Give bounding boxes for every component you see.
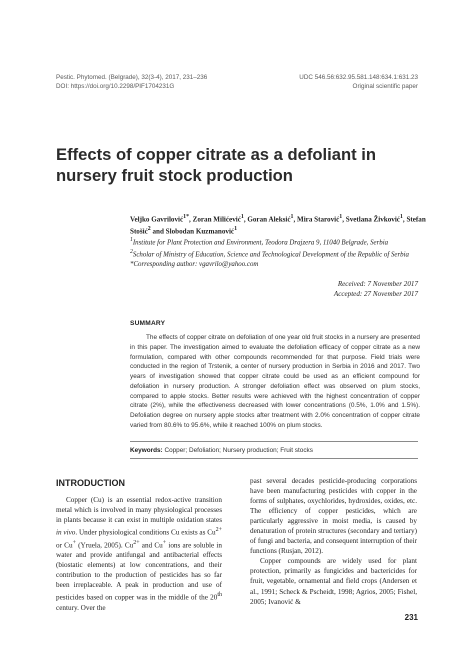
author-sup: 2 [147,226,151,233]
superscript: + [162,539,167,546]
page-number: 231 [404,613,418,622]
author-sup: 1 [234,226,238,233]
udc-code: UDC 546.56:632.95.581.148:634.1:631.23 [299,74,418,81]
divider-bottom [130,458,418,459]
summary-text: The effects of copper citrate on defoliation of one year old fruit stocks in a nursery are presented in this paper. The investigation aimed to evaluate the defoliation efficacy of copper citrate as a new formulation, compared with other compounds recommended for that purpose. Field trials were conducted in the region of Trstenik, a center of nursery production in Serbia in 2016 and 2017. Two years of investigation showed that copper citrate could be used as an efficient compound for defoliation in nursery production. A stronger defoliation effect was observed on plum stocks, compared to apple stocks. Better results were achieved with the highest concentration of copper citrate (2%), while the effectiveness decreased with lower concentrations (0.5%, 1.0% and 1.5%). Defoliation degree on nursery apple stocks after treatment with 2.0% concentration of copper citrate varied from 80.6% to 95.6%, while it reached 100% on plum stocks. [130,334,420,429]
text-run: Copper (Cu) is an essential redox-active transition metal which is involved in many physiological processes in plants because it can exist in multiple oxidation states [56,496,222,525]
superscript: 2+ [133,539,140,546]
running-header-left [56,73,207,91]
intro-column-left [56,495,222,613]
superscript: 2+ [215,527,222,534]
paragraph: past several decades pesticide-producing corporations have been manufacturing pesticides with copper in the forms of sulphates, oxychlorides, hydroxides, oxides, etc. The efficiency of copper pesticides, which are particularly aggressive in moist media, is caused by denaturation of protein structures (secondary and tertiary) of fungi and bacteria, and consequent interruption of their functions (Rusjan, 2012). [250,477,417,556]
author-sup: 1* [183,214,190,220]
author-sup: 1 [339,214,343,220]
text-run: or Cu [56,540,73,549]
intro-column-right [250,476,417,607]
paragraph: Copper compounds are widely used for plant protection, primarily as fungicides and bactericides for fruit, vegetable, ornamental and field crops (Andersen et al., 1991; Scheck & Pscheidt, 1998; Agrios, 2005; Fishel, 2005; Ivanović & [250,557,417,606]
divider-top [130,441,418,442]
superscript: th [217,592,222,599]
paper-type: Original scientific paper [352,83,418,90]
introduction-heading: INTRODUCTION [56,478,125,488]
affiliations [130,236,430,269]
author-list: Veljko Gavrilović$^{1*}$, Zoran Milićević$^1$, Goran Aleksić$^1$, Mira Starović$^1$, Svetlana Živković$^1$, Stefan Stošić$^2$ and Slobodan Kuzmanović$^1$ [130,214,426,236]
text-run: ions are soluble in water and provide antifungal and antibacterial effects (biostatic elements) at low concentrations, and their contribution to the production of pesticides has so far been irreplaceable. A peak in production and use of pesticides based on copper was in the middle of the 20 [56,540,222,602]
superscript: + [72,539,76,546]
text-run: . Under physiological conditions Cu exists as Cu [75,528,216,537]
affiliation-text: Institute for Plant Protection and Environment, Teodora Drajzera 9, 11040 Belgrade, Serbia [132,239,389,247]
accepted-date: Accepted: 27 November 2017 [333,290,418,298]
keywords-text: Copper; Defoliation; Nursery production; Fruit stocks [164,447,313,454]
affiliation-1 [130,236,430,248]
keywords-label: Keywords: [130,447,163,454]
author-name: Svetlana Živković [345,215,400,224]
author-name: Veljko Gavrilović [130,215,184,224]
text-run: century. Over the [56,603,106,612]
text-run: (Yruela, 2005). Cu [75,540,134,549]
author-name: Goran Aleksić [247,215,291,224]
summary-heading: SUMMARY [130,320,166,327]
running-header-right [299,73,418,91]
italic-term: in vivo [56,528,76,537]
author-name: Zoran Milićević [192,215,241,224]
submission-dates [334,279,418,299]
affiliation-2 [130,248,430,260]
doi-link[interactable]: DOI: https://doi.org/10.2298/PIF1704231G [56,83,175,90]
affiliation-marker: 1 [130,237,133,243]
keywords [130,446,430,455]
author-sup: 1 [399,214,403,220]
author-name: Slobodan Kuzmanović [165,227,235,236]
author-name: Mira Starović [297,215,340,224]
affiliation-marker: 2 [130,248,133,255]
author-sup: 1 [240,214,244,220]
journal-citation: Pestic. Phytomed. (Belgrade), 32(3-4), 2017, 231–236 [56,74,208,81]
author-name: Stefan Stošić [130,215,426,236]
corresponding-author[interactable]: *Corresponding author: vgavrilo@yahoo.com [130,260,259,268]
author-sup: 1 [290,214,294,220]
affiliation-text: Scholar of Ministry of Education, Science and Technological Development of the Republic of Serbia [132,251,409,259]
received-date: Received: 7 November 2017 [337,280,418,288]
text-run: and Cu [139,540,163,549]
paper-title: Effects of copper citrate as a defoliant in nursery fruit stock production [56,145,376,185]
